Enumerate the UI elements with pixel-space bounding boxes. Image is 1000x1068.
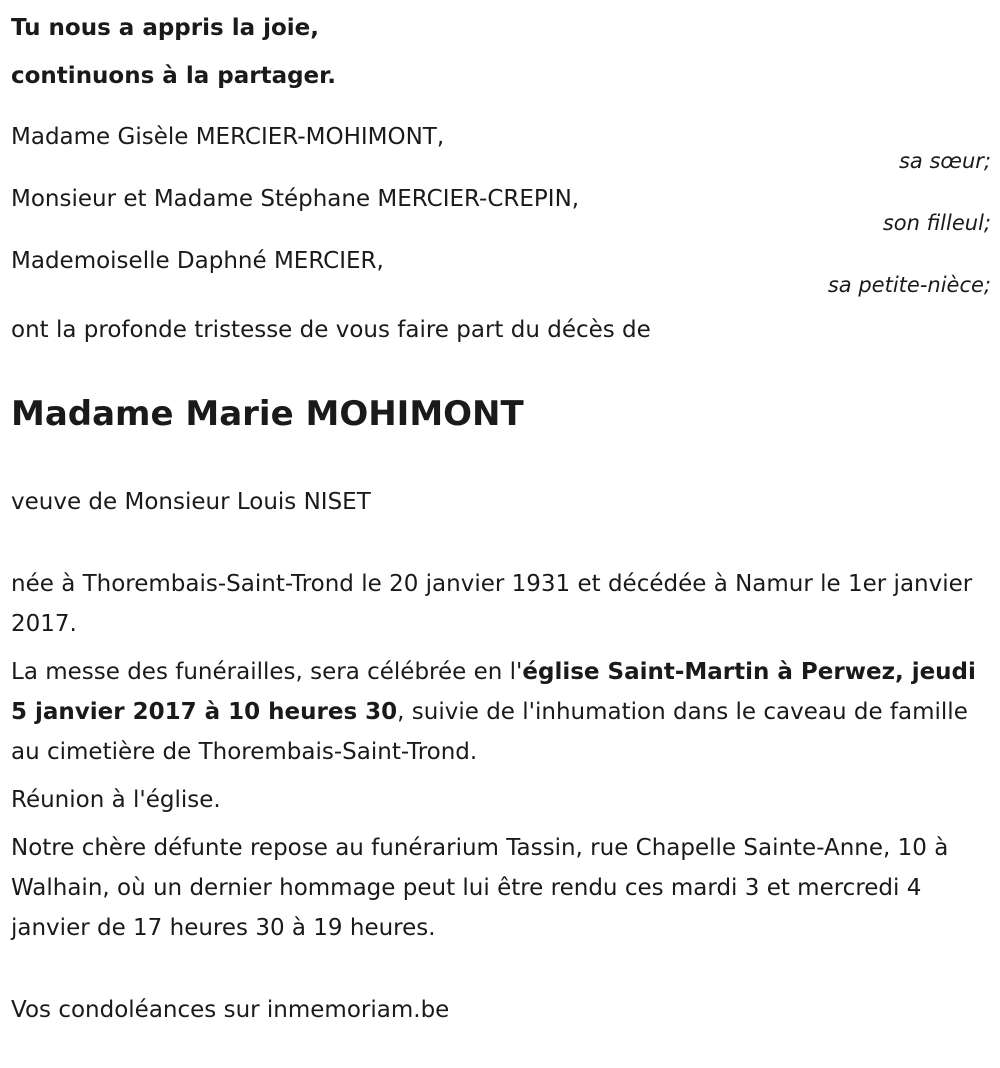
family-member-relation: son filleul; [882, 211, 991, 235]
family-list [11, 122, 991, 308]
deceased-name: Madame Marie MOHIMONT [11, 394, 524, 434]
birth-death-text: née à Thorembais-Saint-Trond le 20 janvier 1931 et décédée à Namur le 1er janvier 2017. [11, 571, 973, 637]
widow-of-text: veuve de Monsieur Louis NISET [11, 489, 371, 515]
opening-quote [11, 4, 991, 100]
funeral-text [11, 652, 991, 772]
quote-line-2: continuons à la partager. [11, 63, 336, 89]
family-member-relation: sa sœur; [898, 149, 991, 173]
family-member [11, 122, 991, 184]
family-member-relation: sa petite-nièce; [827, 273, 991, 297]
family-member [11, 184, 991, 246]
funeral-place-time: église Saint-Martin à Perwez, jeudi 5 janvier 2017 à 10 heures 30 [11, 659, 976, 725]
repose-text: Notre chère défunte repose au funérarium Tassin, rue Chapelle Sainte-Anne, 10 à Walhain, où un dernier hommage peut lui être rendu ces mardi 3 et mercredi 4 janvier de 17 heures 30 à 19 heures. [11, 835, 949, 941]
family-member-name: Mademoiselle Daphné MERCIER, [11, 248, 384, 274]
family-member-name: Madame Gisèle MERCIER-MOHIMONT, [11, 124, 445, 150]
funeral-rest: , suivie de l'inhumation dans le caveau de famille au cimetière de Thorembais-Saint-Trond. [11, 699, 968, 765]
funeral-intro: La messe des funérailles, sera célébrée en l' [11, 659, 523, 685]
meeting-text: Réunion à l'église. [11, 787, 221, 813]
announcement-text: ont la profonde tristesse de vous faire part du décès de [11, 317, 651, 343]
quote-line-1: Tu nous a appris la joie, [11, 15, 320, 41]
obituary-notice [11, 0, 991, 1030]
family-member [11, 246, 991, 308]
family-member-name: Monsieur et Madame Stéphane MERCIER-CREPIN, [11, 186, 580, 212]
condolences-text: Vos condoléances sur inmemoriam.be [11, 997, 450, 1023]
